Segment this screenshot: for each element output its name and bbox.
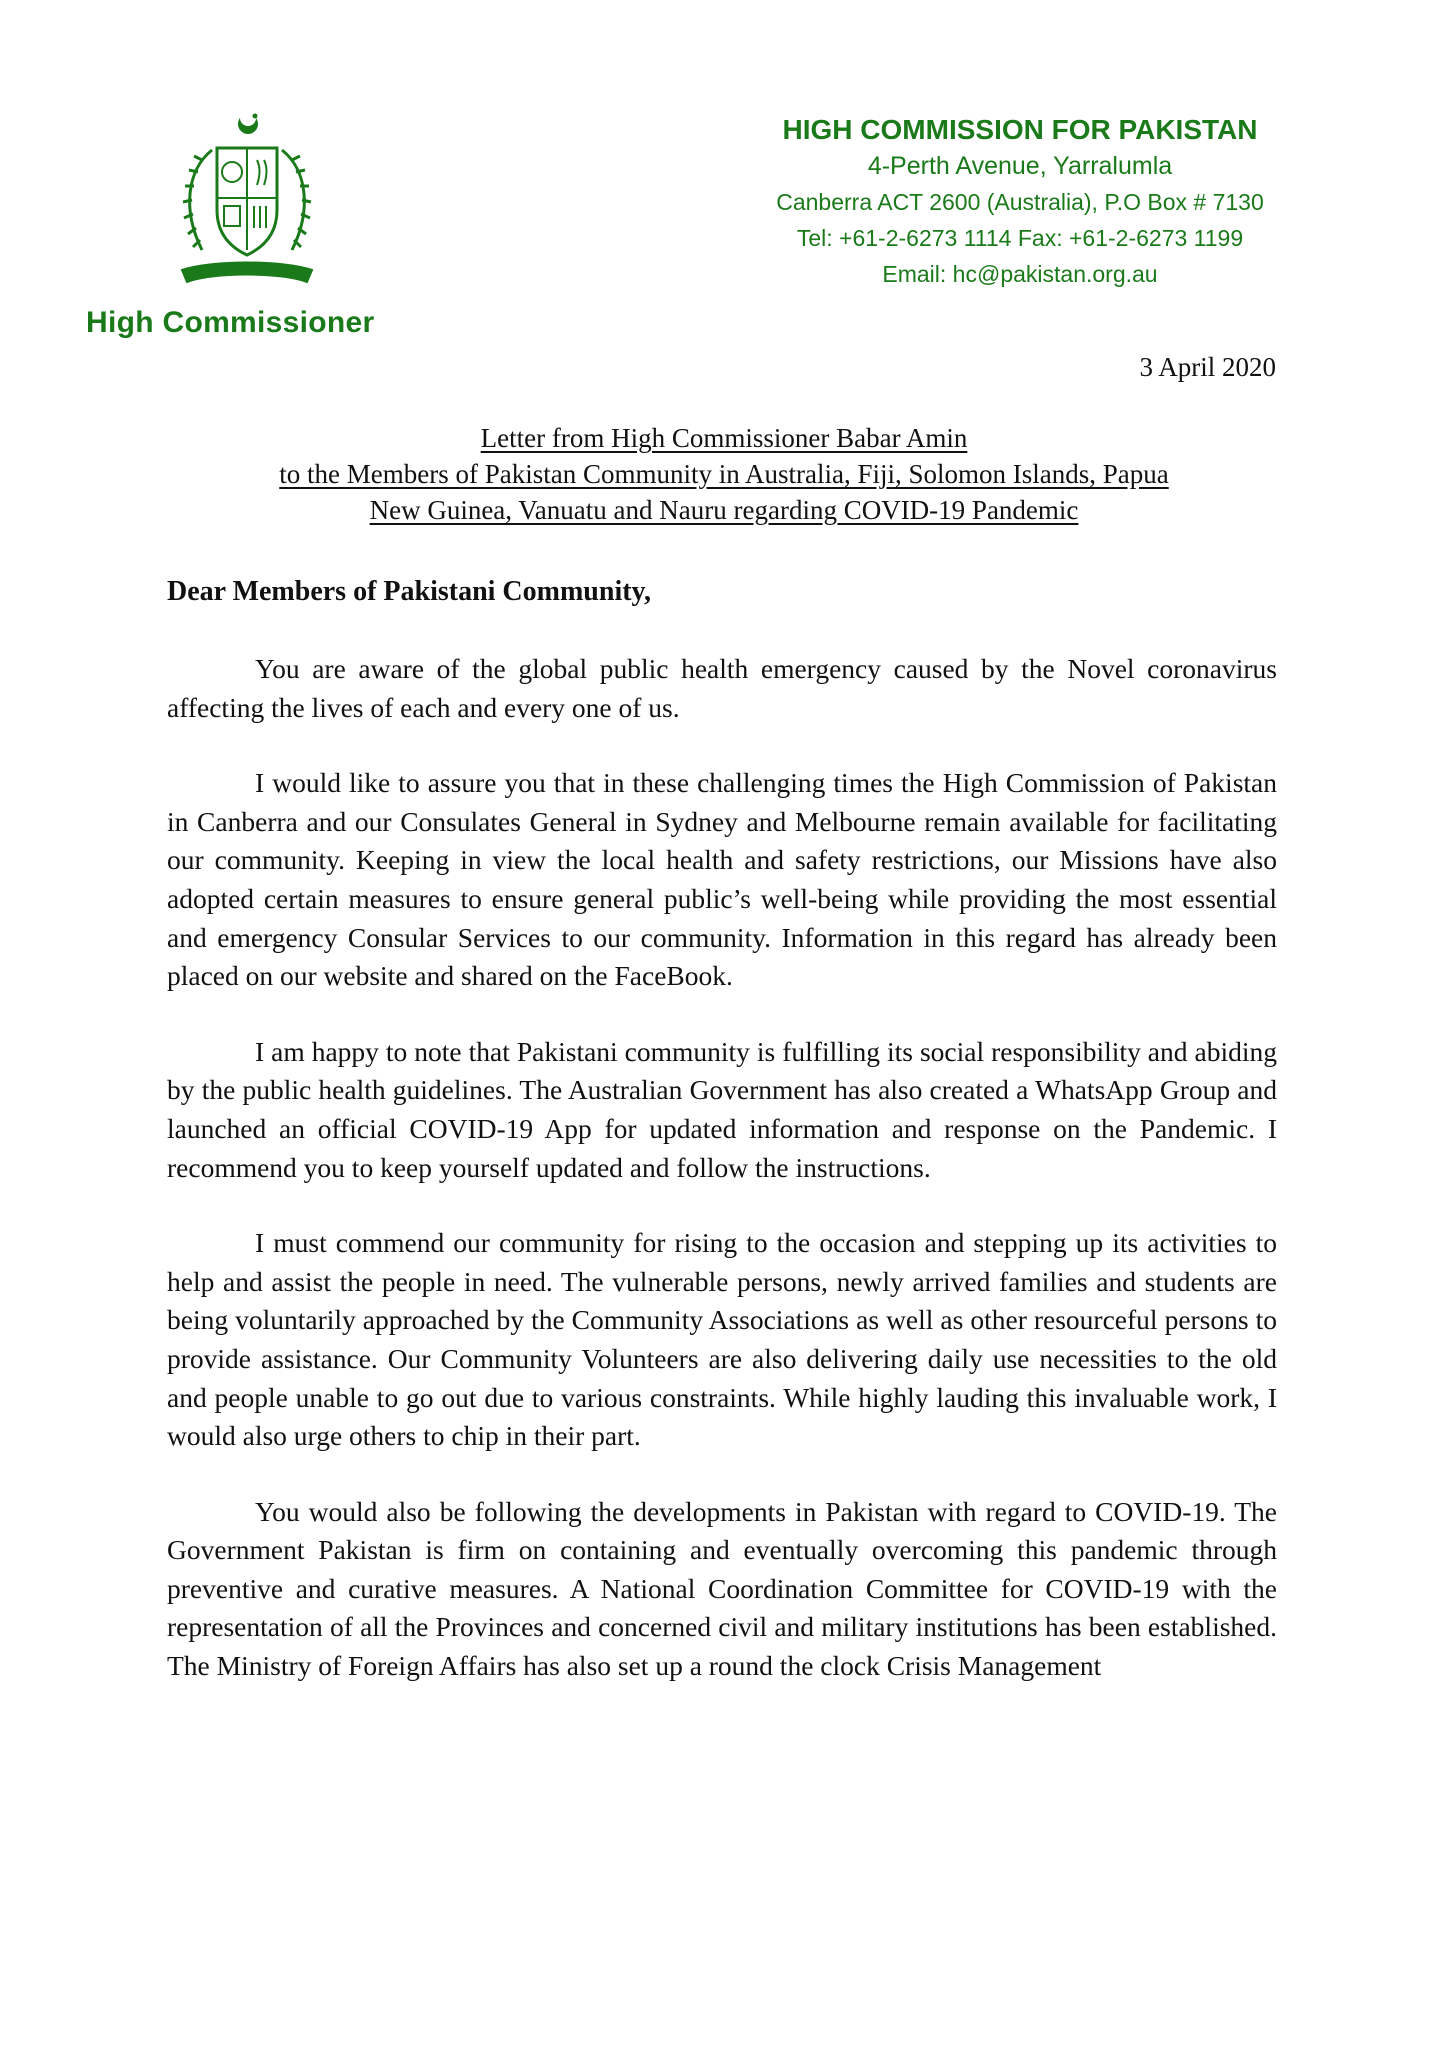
subject-line-1: Letter from High Commissioner Babar Amin xyxy=(480,423,968,453)
letterhead-email: Email: hc@pakistan.org.au xyxy=(882,261,1158,287)
letterhead xyxy=(700,112,1340,292)
body-paragraph: You are aware of the global public health emergency caused by the Novel coronavirus affecting the lives of each and every one of us. xyxy=(167,653,1277,723)
body-paragraph: I am happy to note that Pakistani community is fulfilling its social responsibility and abiding by the public health guidelines. The Australian Government has also created a WhatsApp Group and launched an official COVID-19 App for updated information and response on the Pandemic. I recommend you to keep yourself updated and follow the instructions. xyxy=(167,1035,1277,1183)
letter-subject xyxy=(150,420,1298,528)
body-paragraph: I would like to assure you that in these challenging times the High Commission of Pakistan in Canberra and our Consulates General in Sydney and Melbourne remain available for facilitating our community. Keeping in view the local health and safety restrictions, our Missions have also adopted certain measures to ensure general public’s well-being while providing the most essential and emergency Consular Services to our community. Information in this regard has already been placed on our website and shared on the FaceBook. xyxy=(167,767,1277,992)
office-title: High Commissioner xyxy=(86,306,375,339)
letter-body xyxy=(167,650,1277,1723)
letterhead-address-line2: Canberra ACT 2600 (Australia), P.O Box # 7130 xyxy=(776,189,1264,215)
body-paragraph: I must commend our community for rising to the occasion and stepping up its activities to help and assist the people in need. The vulnerable persons, newly arrived families and students are being voluntarily approached by the Community Associations as well as other resourceful persons to provide assistance. Our Community Volunteers are also delivering daily use necessities to the old and people unable to go out due to various constraints. While highly lauding this invaluable work, I would also urge others to chip in their part. xyxy=(167,1227,1277,1452)
subject-line-2: to the Members of Pakistan Community in Australia, Fiji, Solomon Islands, Papua xyxy=(279,459,1169,489)
letter-date: 3 April 2020 xyxy=(1139,352,1276,382)
letterhead-phone-fax: Tel: +61-2-6273 1114 Fax: +61-2-6273 1199 xyxy=(796,225,1244,251)
letterhead-address-line1: 4-Perth Avenue, Yarralumla xyxy=(867,152,1173,180)
state-emblem-icon xyxy=(172,110,322,290)
body-paragraph: You would also be following the developments in Pakistan with regard to COVID-19. The Government Pakistan is firm on containing and eventually overcoming this pandemic through preventive and curative measures. A National Coordination Committee for COVID-19 with the representation of all the Provinces and concerned civil and military institutions has been established. The Ministry of Foreign Affairs has also set up a round the clock Crisis Management xyxy=(167,1495,1277,1682)
subject-line-3: New Guinea, Vanuatu and Nauru regarding COVID-19 Pandemic xyxy=(369,495,1079,525)
letterhead-name: HIGH COMMISSION FOR PAKISTAN xyxy=(782,114,1258,145)
salutation: Dear Members of Pakistani Community, xyxy=(167,576,651,607)
